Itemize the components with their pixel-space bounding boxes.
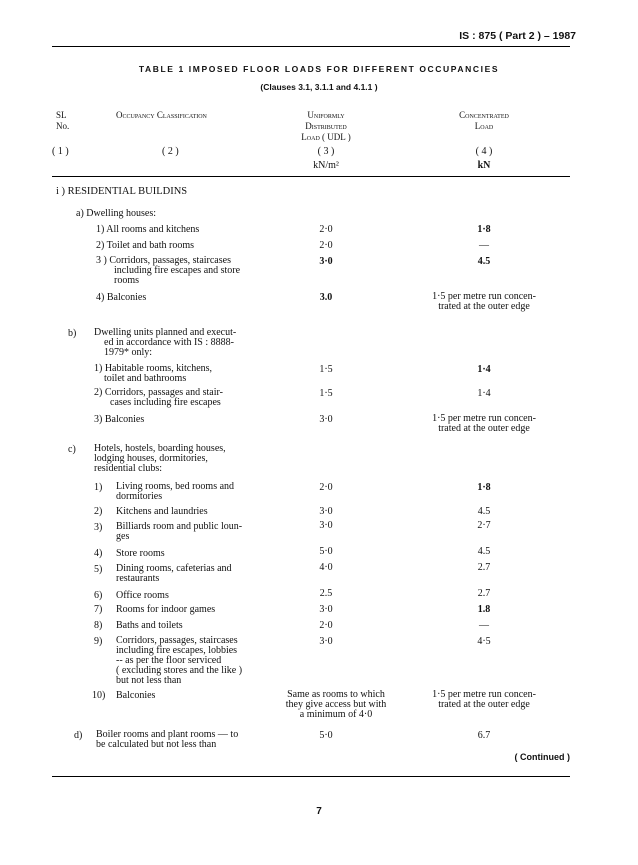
row-label-line: rooms (114, 275, 139, 286)
subsection-d-line: be calculated but not less than (96, 739, 217, 750)
section-heading: i ) RESIDENTIAL BUILDINS (56, 186, 188, 197)
subsection-c-marker: c) (68, 444, 76, 455)
row-label-line: toilet and bathrooms (104, 373, 187, 384)
udl-value: 3·0 (319, 636, 333, 647)
col-heading-sl (56, 110, 69, 132)
conc-value: 1·4 (477, 364, 491, 375)
subsection-c-label (94, 444, 226, 474)
header-rule (52, 46, 570, 47)
udl-value: 3·0 (319, 414, 333, 425)
conc-value-line: trated at the outer edge (438, 423, 530, 434)
row-label (116, 564, 232, 584)
col-number-2: ( 2 ) (162, 146, 179, 157)
col-number-3: ( 3 ) (317, 146, 335, 157)
row-label-line: Dining rooms, cafeterias and (116, 563, 232, 574)
subsection-b-label (94, 328, 236, 358)
row-label-line: -- as per the floor serviced (116, 655, 222, 666)
row-number: 8) (94, 620, 103, 631)
conc-value: 4·5 (477, 636, 491, 647)
continued-note: ( Continued ) (514, 752, 570, 762)
row-label-line: cases including fire escapes (110, 397, 221, 408)
udl-value: 3·0 (319, 506, 333, 517)
subsection-b-line: 1979* only: (104, 347, 153, 358)
udl-value: 1·5 (319, 388, 333, 399)
row-label: 2) Toilet and bath rooms (96, 240, 194, 251)
conc-value: 1·8 (477, 224, 491, 235)
conc-value: 6.7 (477, 730, 491, 741)
udl-value: 5·0 (319, 730, 333, 741)
conc-value-line: 1·5 per metre run concen- (432, 413, 536, 424)
row-label-line: 3 ) Corridors, passages, staircases (96, 255, 231, 266)
udl-value-line: they give access but with (285, 699, 387, 710)
row-number: 4) (94, 548, 103, 559)
conc-value (404, 690, 564, 710)
row-label: 4) Balconies (96, 292, 147, 303)
standard-header: IS : 875 ( Part 2 ) – 1987 (459, 30, 576, 42)
row-label-line: including fire escapes and store (114, 265, 241, 276)
conc-value: 2.7 (477, 562, 491, 573)
row-label: Store rooms (116, 548, 165, 559)
row-label: Kitchens and laundries (116, 506, 208, 517)
row-label-line: 2) Corridors, passages and stair- (94, 387, 223, 398)
row-label (116, 636, 242, 686)
conc-value (404, 292, 564, 312)
conc-value: 1·4 (477, 388, 491, 399)
subsection-a-label: a) Dwelling houses: (76, 208, 156, 219)
conc-value-line: trated at the outer edge (438, 301, 530, 312)
col-heading-udl-line: Uniformly (307, 110, 345, 120)
col-number-4: ( 4 ) (475, 146, 493, 157)
row-number: 7) (94, 604, 103, 615)
page-number: 7 (316, 806, 322, 817)
row-label (94, 364, 212, 384)
udl-value: 3·0 (319, 256, 333, 267)
udl-value: 2·0 (319, 240, 333, 251)
col-heading-conc (404, 110, 564, 132)
udl-value: 3·0 (319, 604, 333, 615)
udl-value-line: Same as rooms to which (287, 689, 385, 700)
col-heading-conc-line: Concentrated (459, 110, 509, 120)
subsection-d-label (96, 730, 238, 750)
row-number: 10) (92, 690, 106, 701)
udl-value: 2.5 (319, 588, 333, 599)
heading-rule (52, 176, 570, 177)
row-label-line: including fire escapes, lobbies (116, 645, 238, 656)
conc-value: 4.5 (477, 256, 491, 267)
subsection-c-line: lodging houses, dormitories, (94, 453, 208, 464)
col-heading-sl-line: SL (56, 110, 67, 120)
udl-value: 2·0 (319, 620, 333, 631)
conc-value-line: 1·5 per metre run concen- (432, 291, 536, 302)
col-heading-udl (266, 110, 386, 143)
conc-value-line: 1·5 per metre run concen- (432, 689, 536, 700)
row-number: 2) (94, 506, 103, 517)
row-label: 1) All rooms and kitchens (96, 224, 200, 235)
subsection-b-marker: b) (68, 328, 77, 339)
conc-value: 2.7 (477, 588, 491, 599)
row-label: 3) Balconies (94, 414, 145, 425)
col-number-1: ( 1 ) (52, 146, 69, 157)
row-label: Office rooms (116, 590, 169, 601)
row-label-line: ( excluding stores and the like ) (116, 665, 243, 676)
udl-value: 2·0 (319, 224, 333, 235)
conc-value-line: trated at the outer edge (438, 699, 530, 710)
row-label-line: but not less than (116, 675, 182, 686)
subsection-d-line: Boiler rooms and plant rooms — to (96, 729, 239, 740)
subsection-b-line: ed in accordance with IS : 8888- (104, 337, 234, 348)
row-label-line: Billiards room and public loun- (116, 521, 243, 532)
udl-value: 3.0 (319, 292, 333, 303)
col-heading-udl-line: Load ( UDL ) (301, 132, 351, 142)
row-label-line: restaurants (116, 573, 160, 584)
row-label-line: 1) Habitable rooms, kitchens, (94, 363, 213, 374)
conc-value: 1.8 (477, 604, 491, 615)
unit-udl: kN/m² (313, 160, 339, 171)
row-label-line: dormitories (116, 491, 163, 502)
col-heading-occupancy: Occupancy Classification (116, 110, 207, 120)
row-label-line: Corridors, passages, staircases (116, 635, 238, 646)
col-heading-udl-line: Distributed (305, 121, 347, 131)
subsection-b-line: Dwelling units planned and execut- (94, 327, 237, 338)
row-number: 3) (94, 522, 103, 533)
row-label (116, 522, 242, 542)
udl-value: 2·0 (319, 482, 333, 493)
row-label (96, 256, 240, 286)
footer-rule (52, 776, 570, 777)
row-label: Balconies (116, 690, 156, 701)
row-number: 9) (94, 636, 103, 647)
row-number: 1) (94, 482, 103, 493)
udl-value: 5·0 (319, 546, 333, 557)
unit-conc: kN (477, 160, 491, 171)
conc-value: — (479, 240, 489, 251)
conc-value: 4.5 (477, 546, 491, 557)
row-label-line: Living rooms, bed rooms and (116, 481, 235, 492)
conc-value: 2·7 (477, 520, 491, 531)
row-label (94, 388, 223, 408)
conc-value: 4.5 (477, 506, 491, 517)
row-label: Baths and toilets (116, 620, 183, 631)
row-label (116, 482, 234, 502)
table-title: TABLE 1 IMPOSED FLOOR LOADS FOR DIFFERENT OCCUPANCIES (138, 64, 500, 74)
conc-value (404, 414, 564, 434)
col-heading-sl-line: No. (56, 121, 70, 131)
udl-value-line: a minimum of 4·0 (299, 709, 373, 720)
subsection-d-marker: d) (74, 730, 83, 741)
conc-value: 1·8 (477, 482, 491, 493)
table-clauses: (Clauses 3.1, 3.1.1 and 4.1.1 ) (260, 82, 378, 92)
col-heading-conc-line: Load (474, 121, 494, 131)
udl-value (266, 690, 406, 720)
row-label-line: ges (116, 531, 130, 542)
row-number: 5) (94, 564, 103, 575)
conc-value: — (479, 620, 489, 631)
udl-value: 1·5 (319, 364, 333, 375)
udl-value: 4·0 (319, 562, 333, 573)
row-label: Rooms for indoor games (116, 604, 216, 615)
row-number: 6) (94, 590, 103, 601)
udl-value: 3·0 (319, 520, 333, 531)
subsection-c-line: residential clubs: (94, 463, 163, 474)
subsection-c-line: Hotels, hostels, boarding houses, (94, 443, 226, 454)
